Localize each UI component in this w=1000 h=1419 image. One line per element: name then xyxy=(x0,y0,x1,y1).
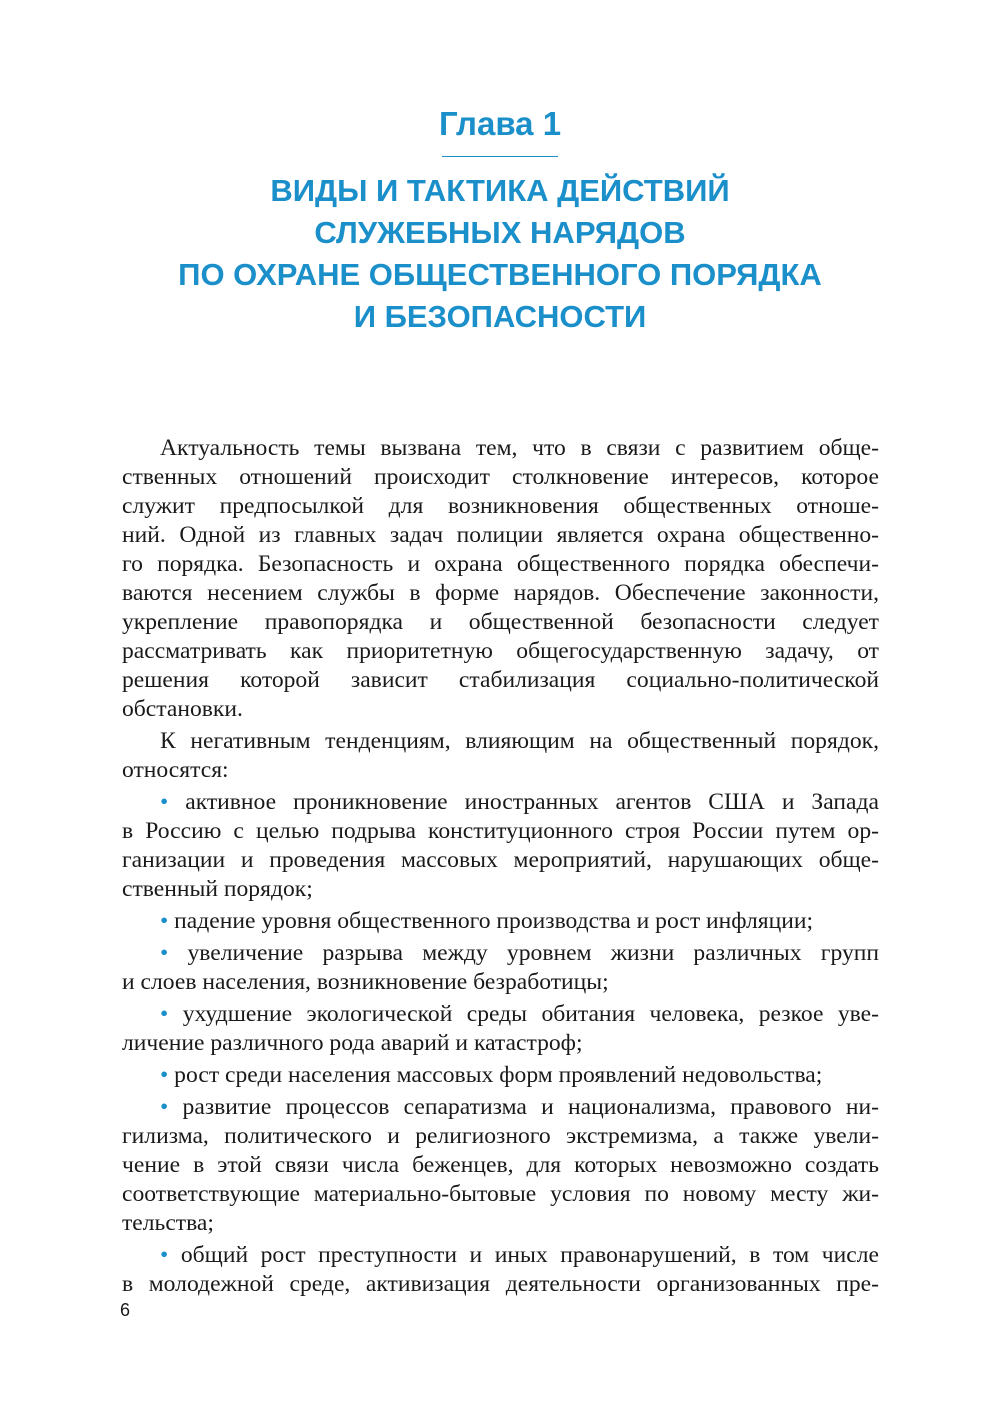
text-line: К негативным тенденциям, влияющим на общественный порядок, xyxy=(160,728,879,754)
text-line: относятся: xyxy=(122,757,229,783)
text-line: укрепление правопорядка и общественной безопасности следует xyxy=(122,609,879,635)
line-text: увеличение разрыва между уровнем жизни различных групп xyxy=(187,940,879,966)
text-line xyxy=(122,1241,879,1270)
bullet-item xyxy=(122,788,879,904)
text-line xyxy=(122,1093,879,1122)
bullet-item xyxy=(122,907,879,936)
text-line: и слоев населения, возникновение безработицы; xyxy=(122,969,609,995)
text-line: Актуальность темы вызвана тем, что в связи с развитием обще- xyxy=(160,435,879,461)
bullet-icon: • xyxy=(160,1094,169,1120)
chapter-title-line: СЛУЖЕБНЫХ НАРЯДОВ xyxy=(314,215,686,250)
text-line: личение различного рода аварий и катастроф; xyxy=(122,1030,583,1056)
text-line: ваются несением службы в форме нарядов. Обеспечение законности, xyxy=(122,580,879,606)
bullet-item xyxy=(122,1061,879,1090)
bullet-icon: • xyxy=(160,789,169,815)
chapter-label: Глава 1 xyxy=(438,105,562,142)
line-text: падение уровня общественного производства и рост инфляции; xyxy=(174,908,814,934)
text-line: обстановки. xyxy=(122,696,243,722)
text-line xyxy=(122,939,879,968)
text-line: ственных отношений происходит столкновение интересов, которое xyxy=(122,464,879,490)
bullet-item xyxy=(122,1241,879,1299)
text-line: в Россию с целью подрыва конституционного строя России путем ор- xyxy=(122,818,879,844)
body-text xyxy=(122,434,879,1299)
text-line: рассматривать как приоритетную общегосударственную задачу, от xyxy=(122,638,879,664)
text-line: ний. Одной из главных задач полиции является охрана общественно- xyxy=(122,522,879,548)
bullet-icon: • xyxy=(160,1001,169,1027)
chapter-divider xyxy=(442,156,558,157)
text-line: ганизации и проведения массовых мероприятий, нарушающих обще- xyxy=(122,847,879,873)
line-text: активное проникновение иностранных агентов США и Запада xyxy=(185,789,879,815)
text-line xyxy=(122,1061,879,1090)
line-text: общий рост преступности и иных правонарушений, в том числе xyxy=(180,1242,880,1268)
line-text: рост среди населения массовых форм проявлений недовольства; xyxy=(174,1062,823,1088)
text-line: тельства; xyxy=(122,1210,214,1236)
bullet-item xyxy=(122,939,879,997)
bullet-icon: • xyxy=(160,1062,169,1088)
chapter-title-line: ПО ОХРАНЕ ОБЩЕСТВЕННОГО ПОРЯДКА xyxy=(178,257,822,292)
paragraph xyxy=(122,434,879,724)
chapter-title-line: И БЕЗОПАСНОСТИ xyxy=(353,299,647,334)
text-line: ственный порядок; xyxy=(122,876,313,902)
chapter-title-line: ВИДЫ И ТАКТИКА ДЕЙСТВИЙ xyxy=(270,173,730,208)
text-line: чение в этой связи числа беженцев, для которых невозможно создать xyxy=(122,1152,879,1178)
text-line: в молодежной среде, активизация деятельности организованных пре- xyxy=(122,1271,879,1297)
bullet-icon: • xyxy=(160,908,169,934)
text-line xyxy=(122,907,879,936)
text-line: служит предпосылкой для возникновения общественных отноше- xyxy=(122,493,879,519)
line-text: развитие процессов сепаратизма и национализма, правового ни- xyxy=(182,1094,879,1120)
bullet-item xyxy=(122,1093,879,1238)
paragraph xyxy=(122,727,879,785)
text-line: соответствующие материально-бытовые условия по новому месту жи- xyxy=(122,1181,879,1207)
bullet-item xyxy=(122,1000,879,1058)
bullet-icon: • xyxy=(160,940,169,966)
text-line xyxy=(122,788,879,817)
text-line: гилизма, политического и религиозного экстремизма, а также увели- xyxy=(122,1123,879,1149)
bullet-icon: • xyxy=(160,1242,169,1268)
page-number: 6 xyxy=(120,1300,131,1320)
line-text: ухудшение экологической среды обитания человека, резкое уве- xyxy=(182,1001,879,1027)
chapter-title xyxy=(0,170,1000,338)
text-line: го порядка. Безопасность и охрана общественного порядка обеспечи- xyxy=(122,551,879,577)
text-line xyxy=(122,1000,879,1029)
text-line: решения которой зависит стабилизация социально-политической xyxy=(122,667,879,693)
